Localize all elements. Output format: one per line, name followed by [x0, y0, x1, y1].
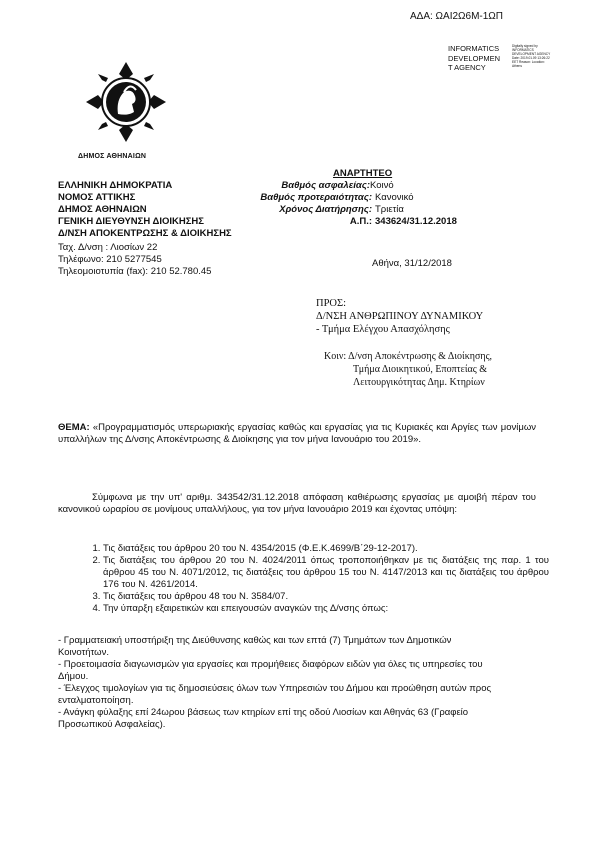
- doc-meta: [260, 180, 496, 228]
- list-item: 4. Την ύπαρξη εξαιρετικών και επειγουσών αναγκών της Δ/νσης όπως:: [103, 603, 549, 615]
- issuer-contact: [58, 242, 211, 278]
- list-item: - Ανάγκη φύλαξης επί 24ωρου βάσεως των κτηρίων επί της οδού Λιοσίων και Αθηνάς 63 (Γραφείο Προσωπικού Ασφαλείας).: [58, 707, 469, 730]
- issuer-phone: Τηλέφωνο: 210 5277545: [58, 254, 162, 265]
- list-item: 1. Τις διατάξεις του άρθρου 20 του Ν. 4354/2015 (Φ.Ε.Κ.4699/Β΄29-12-2017).: [103, 543, 549, 555]
- list-item: - Γραμματειακή υποστήριξη της Διεύθυνσης καθώς και των επτά (7) Τμημάτων των Δημοτικών Κοινοτήτων.: [58, 635, 452, 658]
- meta-row-security: [260, 180, 496, 192]
- issuer-lines: [58, 180, 232, 240]
- signature-fine-print: Digitally signed by INFORMATICS DEVELOPMENT AGENCY Date: 2019.01.09 13:26:22 EET Reason: Location: Athens: [512, 44, 551, 69]
- security-label: Βαθμός ασφαλείας:: [281, 180, 370, 191]
- protocol-value: 343624/31.12.2018: [375, 216, 457, 227]
- list-item: 2. Τις διατάξεις του άρθρου 20 του Ν. 4024/2011 όπως τροποποιήθηκαν με τις διατάξεις της παρ. 1 του άρθρου 45 του Ν. 4071/2012, τις διατάξεις του άρθρου 15 του Ν. 4147/2013 και τις διατάξεις του άρθρου 176 του Ν. 4261/2014.: [103, 555, 549, 591]
- issuer-address: Ταχ. Δ/νση : Λιοσίων 22: [58, 242, 158, 253]
- priority-value: Κανονικό: [375, 192, 414, 203]
- list-item: - Έλεγχος τιμολογίων για τις δημοσιεύσεις όλων των Υπηρεσιών του Δήμου και προώθηση αυτών προς ενταλματοποίηση.: [58, 683, 492, 706]
- security-value: Κοινό: [370, 180, 394, 191]
- ada-code: ΑΔΑ: ΩΑΙ2Ω6Μ-1ΩΠ: [409, 11, 503, 22]
- needs-list: [58, 635, 498, 731]
- meta-row-retention: [260, 204, 496, 216]
- subject-text: «Προγραμματισμός υπερωριακής εργασίας καθώς και εργασίας για τις Κυριακές και Αργίες των μονίμων υπαλλήλων της Δ/νσης Αποκέντρωσης & Διοίκησης για τον μήνα Ιανουάριο του 2019».: [58, 422, 536, 445]
- subject: [58, 422, 536, 446]
- protocol-label: Α.Π.:: [349, 216, 372, 227]
- issuer-line: ΔΗΜΟΣ ΑΘΗΝΑΙΩΝ: [58, 204, 147, 215]
- signature-line: DEVELOPMEN: [448, 53, 501, 63]
- to-line: Δ/ΝΣΗ ΑΝΘΡΩΠΙΝΟΥ ΔΥΝΑΜΙΚΟΥ: [316, 311, 484, 322]
- cc-label: Κοιν:: [324, 351, 347, 362]
- list-item: 3. Τις διατάξεις του άρθρου 48 του Ν. 3584/07.: [103, 591, 549, 603]
- retention-value: Τριετία: [375, 204, 404, 215]
- cc-block: [324, 350, 492, 389]
- list-item: - Προετοιμασία διαγωνισμών για εργασίες και προμήθειες διαφόρων ειδών για όλες τις υπηρεσίες του Δήμου.: [58, 659, 483, 682]
- cc-line: Δ/νση Αποκέντρωσης & Διοίκησης,: [348, 351, 493, 362]
- issuer-line: Δ/ΝΣΗ ΑΠΟΚΕΝΤΡΩΣΗΣ & ΔΙΟΙΚΗΣΗΣ: [58, 228, 232, 239]
- issuer-fax: Τηλεομοιοτυπία (fax): 210 52.780.45: [58, 266, 212, 277]
- meta-row-priority: [260, 192, 496, 204]
- cc-line: Τμήμα Διοικητικού, Εποπτείας &: [353, 364, 488, 375]
- intro-paragraph: Σύμφωνα με την υπ' αριθμ. 343542/31.12.2018 απόφαση καθιέρωσης εργασίας με αμοιβή πέραν του κανονικού ωραρίου σε μονίμους υπαλλήλους, για τον μήνα Ιανουάριο 2019 και έχοντας υπόψη:: [58, 492, 536, 515]
- priority-label: Βαθμός προτεραιότητας:: [260, 192, 372, 203]
- to-label: ΠΡΟΣ:: [316, 298, 347, 309]
- municipality-logo: [86, 60, 166, 144]
- retention-label: Χρόνος Διατήρησης:: [279, 204, 372, 215]
- cc-line: Λειτουργικότητας Δημ. Κτηρίων: [353, 377, 485, 388]
- athens-seal-icon: [86, 60, 166, 144]
- issuer-line: ΓΕΝΙΚΗ ΔΙΕΥΘΥΝΣΗ ΔΙΟΙΚΗΣΗΣ: [58, 216, 204, 227]
- document-date: Αθήνα, 31/12/2018: [372, 258, 452, 269]
- meta-row-protocol: [260, 216, 496, 228]
- to-line: - Τμήμα Ελέγχου Απασχόλησης: [316, 324, 450, 335]
- subject-label: ΘΕΜΑ:: [58, 422, 90, 433]
- logo-caption: ΔΗΜΟΣ ΑΘΗΝΑΙΩΝ: [78, 153, 147, 160]
- issuer-line: ΕΛΛΗΝΙΚΗ ΔΗΜΟΚΡΑΤΙΑ: [58, 180, 173, 191]
- legal-basis-list: [89, 543, 549, 615]
- signature-line: T AGENCY: [448, 63, 486, 72]
- signature-stamp: [448, 44, 500, 73]
- posting-heading: ΑΝΑΡΤΗΤΕΟ: [333, 168, 393, 179]
- issuer-line: ΝΟΜΟΣ ΑΤΤΙΚΗΣ: [58, 192, 136, 203]
- signature-line: INFORMATICS: [448, 44, 500, 53]
- recipient-block: [316, 297, 483, 336]
